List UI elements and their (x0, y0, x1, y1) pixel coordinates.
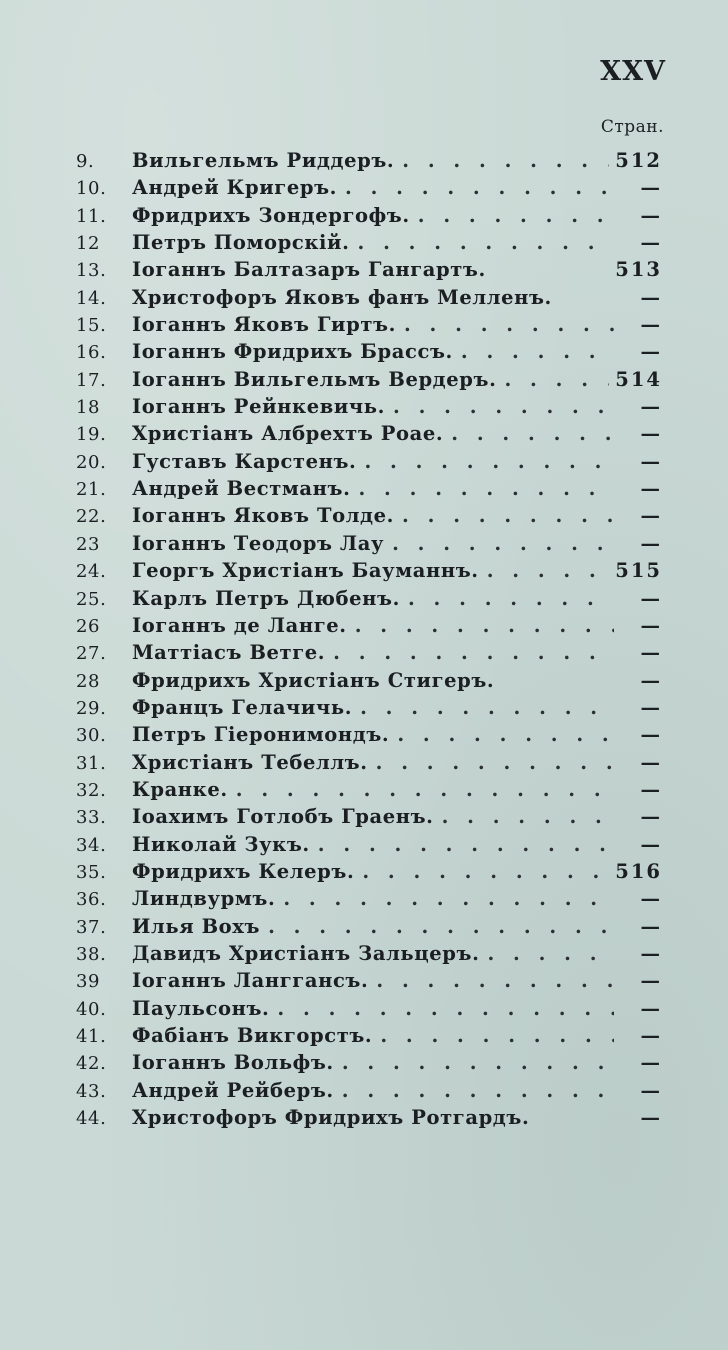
toc-entry (76, 969, 662, 996)
entry-page: 512 (615, 149, 662, 172)
toc-entry (76, 942, 662, 969)
dot-leader (275, 887, 614, 910)
toc-entry (76, 368, 662, 395)
toc-entry (76, 1106, 662, 1133)
toc-entry (76, 915, 662, 942)
entry-name: Петръ Гіеронимондъ. (132, 723, 390, 747)
entry-page: — (640, 395, 662, 419)
dot-leader (260, 915, 614, 938)
dot-leader (228, 778, 614, 801)
entry-page: — (640, 531, 662, 555)
toc-entry (76, 176, 662, 203)
entry-name: Георгъ Христіанъ Бауманнъ. (132, 559, 479, 583)
entry-name: Линдвурмъ. (132, 887, 276, 911)
entry-name: Францъ Гелачичь. (132, 695, 353, 719)
entry-name: Паульсонъ. (132, 996, 270, 1020)
entry-name: Іоганнъ Яковъ Толде. (132, 504, 395, 528)
entry-number: 23 (76, 533, 101, 555)
toc-entry (76, 587, 662, 614)
dot-leader (368, 969, 614, 992)
dot-leader (372, 1024, 614, 1047)
entry-number: 43. (76, 1080, 107, 1102)
toc-entry (76, 450, 662, 477)
entry-number: 39 (76, 971, 101, 993)
entry-page: — (640, 914, 662, 938)
entry-page: — (640, 176, 662, 200)
toc-entry (76, 997, 662, 1024)
page-column-header: Стран. (600, 117, 664, 137)
entry-name: Іоганнъ Балтазаръ Гангартъ. (132, 258, 486, 282)
entry-number: 24. (76, 561, 107, 583)
entry-page: — (640, 1051, 662, 1075)
dot-leader (356, 450, 614, 473)
entry-number: 15. (76, 315, 107, 337)
dot-leader (434, 805, 614, 828)
entry-number: 38. (76, 943, 107, 965)
entry-number: 22. (76, 506, 107, 528)
entry-number: 25. (76, 588, 107, 610)
entry-name: Христіанъ Албрехтъ Роае. (132, 422, 444, 446)
entry-number: 29. (76, 697, 107, 719)
entry-page: — (640, 832, 662, 856)
entry-number: 30. (76, 725, 107, 747)
entry-page: — (640, 313, 662, 337)
entry-page: — (640, 422, 662, 446)
entry-page: — (640, 941, 662, 965)
entry-name: Николай Зукъ. (132, 832, 310, 856)
entry-page: — (640, 805, 662, 829)
entry-number: 18 (76, 397, 101, 419)
entry-page: — (640, 723, 662, 747)
entry-page: — (640, 668, 662, 692)
entry-page: — (640, 504, 662, 528)
toc-entry (76, 805, 662, 832)
entry-number: 31. (76, 752, 107, 774)
entry-page: — (640, 340, 662, 364)
entry-number: 42. (76, 1053, 107, 1075)
entry-name: Іоганнъ де Ланге. (132, 613, 347, 637)
dot-leader (334, 1079, 614, 1102)
entry-page: — (640, 969, 662, 993)
entry-page: — (640, 203, 662, 227)
entry-name: Андрей Вестманъ. (132, 477, 351, 501)
entry-name: Іоганнъ Рейнкевичь. (132, 395, 386, 419)
entry-page: — (640, 750, 662, 774)
entry-number: 34. (76, 834, 107, 856)
toc-entry (76, 1051, 662, 1078)
entry-name: Густавъ Карстенъ. (132, 449, 357, 473)
dot-leader (269, 997, 614, 1020)
dot-leader (479, 942, 614, 965)
entry-number: 35. (76, 861, 107, 883)
entry-number: 9. (76, 151, 95, 172)
toc-entry (76, 641, 662, 668)
toc-entry (76, 669, 662, 696)
dot-leader (352, 696, 614, 719)
entry-name: Христофоръ Яковъ фанъ Мелленъ. (132, 285, 552, 309)
entry-page: — (640, 1024, 662, 1047)
entry-page: — (640, 231, 662, 255)
entry-name: Фридрихъ Келеръ. (132, 859, 355, 883)
entry-number: 13. (76, 260, 107, 282)
entry-number: 16. (76, 342, 107, 364)
page-number: XXV (600, 56, 666, 87)
entry-page: — (640, 1078, 662, 1102)
entry-page: — (640, 777, 662, 801)
entry-page: — (640, 641, 662, 665)
entry-page: — (640, 887, 662, 911)
table-of-contents (76, 149, 662, 1133)
dot-leader (396, 313, 614, 336)
entry-page: — (640, 695, 662, 719)
toc-entry (76, 696, 662, 723)
entry-name: Карлъ Петръ Дюбенъ. (132, 586, 400, 610)
entry-name: Іоганнъ Вильгельмъ Вердеръ. (132, 367, 497, 391)
toc-entry (76, 559, 662, 586)
dot-leader (368, 751, 614, 774)
entry-number: 10. (76, 178, 107, 200)
entry-page: — (640, 1106, 662, 1130)
entry-number: 19. (76, 424, 107, 446)
entry-number: 27. (76, 643, 107, 665)
entry-name: Вильгельмъ Риддеръ. (132, 149, 395, 172)
entry-name: Фридрихъ Христіанъ Стигеръ. (132, 668, 495, 692)
entry-name: Христіанъ Тебеллъ. (132, 750, 368, 774)
dot-leader (350, 231, 614, 254)
toc-entry (76, 340, 662, 367)
entry-number: 20. (76, 451, 107, 473)
entry-page: — (640, 613, 662, 637)
entry-number: 40. (76, 998, 107, 1020)
toc-entry (76, 422, 662, 449)
entry-page: — (640, 477, 662, 501)
entry-number: 44. (76, 1108, 107, 1130)
toc-entry (76, 395, 662, 422)
dot-leader (400, 587, 614, 610)
entry-name: Илья Вохъ (132, 914, 261, 938)
dot-leader (394, 149, 609, 172)
toc-entry (76, 860, 662, 887)
entry-name: Андрей Рейберъ. (132, 1078, 334, 1102)
dot-leader (337, 176, 614, 199)
toc-entry (76, 778, 662, 805)
entry-name: Іоахимъ Готлобъ Граенъ. (132, 805, 434, 829)
entry-page: — (640, 996, 662, 1020)
entry-number: 21. (76, 479, 107, 501)
entry-name: Іоганнъ Фридрихъ Брассъ. (132, 340, 453, 364)
entry-page: — (640, 586, 662, 610)
entry-page: 513 (615, 258, 662, 282)
toc-entry (76, 887, 662, 914)
toc-entry (76, 149, 662, 176)
dot-leader (410, 204, 614, 227)
entry-name: Кранке. (132, 777, 228, 801)
dot-leader (350, 477, 614, 500)
dot-leader (325, 641, 614, 664)
dot-leader (347, 614, 614, 637)
entry-name: Іоганнъ Вольфъ. (132, 1051, 334, 1075)
entry-page: 515 (615, 559, 662, 583)
entry-page: — (640, 449, 662, 473)
entry-name: Фридрихъ Зондергофъ. (132, 203, 410, 227)
entry-number: 33. (76, 807, 107, 829)
dot-leader (389, 723, 614, 746)
entry-name: Маттіасъ Ветге. (132, 641, 326, 665)
dot-leader (385, 395, 614, 418)
toc-entry (76, 1079, 662, 1106)
dot-leader (453, 340, 614, 363)
dot-leader (384, 532, 614, 555)
toc-entry (76, 204, 662, 231)
toc-entry (76, 614, 662, 641)
entry-name: Іоганнъ Теодоръ Лау (132, 531, 385, 555)
entry-number: 32. (76, 779, 107, 801)
entry-number: 11. (76, 205, 107, 227)
entry-number: 26 (76, 615, 101, 637)
entry-number: 17. (76, 369, 107, 391)
dot-leader (310, 833, 614, 856)
toc-entry (76, 504, 662, 531)
dot-leader (479, 559, 610, 582)
entry-name: Петръ Поморскій. (132, 231, 350, 255)
toc-entry (76, 751, 662, 778)
entry-number: 14. (76, 287, 107, 309)
entry-name: Христофоръ Фридрихъ Ротгардъ. (132, 1106, 530, 1130)
dot-leader (354, 860, 609, 883)
dot-leader (394, 504, 614, 527)
toc-entry (76, 477, 662, 504)
dot-leader (334, 1051, 614, 1074)
entry-name: Андрей Кригеръ. (132, 176, 338, 200)
entry-page: 516 (615, 859, 662, 883)
entry-number: 12 (76, 233, 101, 255)
toc-entry (76, 258, 662, 285)
entry-page: — (640, 285, 662, 309)
toc-entry (76, 313, 662, 340)
entry-name: Іоганнъ Лангганcъ. (132, 969, 369, 993)
toc-entry (76, 231, 662, 258)
entry-name: Фабіанъ Викгорстъ. (132, 1024, 373, 1047)
entry-name: Давидъ Христіанъ Зальцеръ. (132, 941, 480, 965)
toc-entry (76, 723, 662, 750)
entry-page: 514 (615, 367, 662, 391)
dot-leader (443, 422, 614, 445)
entry-number: 28 (76, 670, 101, 692)
entry-number: 36. (76, 889, 107, 911)
entry-number: 41. (76, 1026, 107, 1047)
toc-entry (76, 286, 662, 313)
entry-number: 37. (76, 916, 107, 938)
entry-name: Іоганнъ Яковъ Гиртъ. (132, 313, 396, 337)
dot-leader (496, 368, 609, 391)
toc-entry (76, 532, 662, 559)
toc-entry (76, 1024, 662, 1051)
toc-entry (76, 833, 662, 860)
